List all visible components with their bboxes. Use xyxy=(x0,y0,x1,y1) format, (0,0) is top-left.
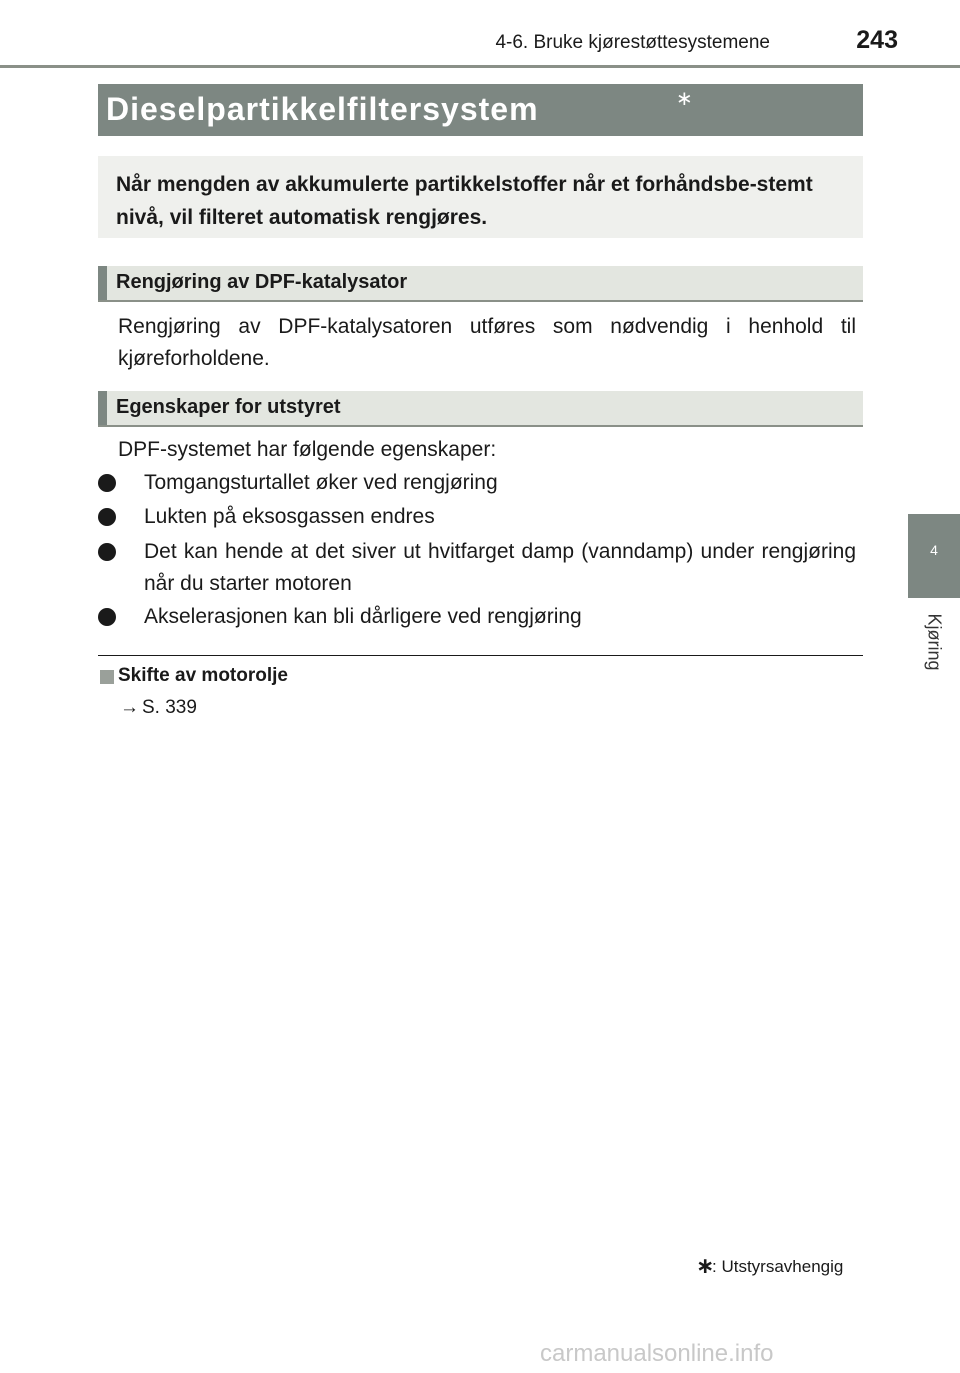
list-item-text: Det kan hende at det siver ut hvitfarget damp (vanndamp) under rengjøring når du starter motoren xyxy=(144,540,856,595)
chapter-number: 4 xyxy=(930,542,938,558)
subheading-label: Rengjøring av DPF-katalysator xyxy=(116,271,408,293)
footnote-text: : Utstyrsavhengig xyxy=(712,1257,844,1276)
square-bullet-icon xyxy=(100,670,114,684)
bullet-icon xyxy=(98,474,116,492)
page-title-bar xyxy=(98,84,863,136)
watermark: carmanualsonline.info xyxy=(540,1340,774,1367)
list-item xyxy=(98,467,856,499)
subheading-dpf-cleaning xyxy=(98,266,863,302)
list-item-text: Lukten på eksosgassen endres xyxy=(144,505,435,528)
subheading-label: Egenskaper for utstyret xyxy=(116,396,341,418)
arrow-right-icon: → xyxy=(120,697,139,718)
info-title: Skifte av motorolje xyxy=(118,665,288,686)
bullet-icon xyxy=(98,543,116,561)
list-item-text: Akselerasjonen kan bli dårligere ved rengjøring xyxy=(144,605,582,628)
list-item-text: Tomgangsturtallet øker ved rengjøring xyxy=(144,471,498,494)
intro-box xyxy=(98,156,863,238)
chapter-tab xyxy=(908,514,960,598)
list-item xyxy=(98,601,856,633)
running-header: 4-6. Bruke kjørestøttesystemene xyxy=(495,32,770,53)
body-paragraph: Rengjøring av DPF-katalysatoren utføres som nødvendig i henhold til kjøreforholdene. xyxy=(118,315,856,370)
subheading-marker xyxy=(98,391,107,425)
body-paragraph: DPF-systemet har følgende egenskaper: xyxy=(118,438,497,461)
page-title: Dieselpartikkelfiltersystem xyxy=(106,91,539,127)
page-number: 243 xyxy=(856,26,898,54)
header-divider xyxy=(0,65,960,68)
subheading-marker xyxy=(98,266,107,300)
page-reference-link[interactable]: S. 339 xyxy=(142,697,197,718)
subheading-equipment-features xyxy=(98,391,863,427)
section-divider xyxy=(98,655,863,656)
bullet-icon xyxy=(98,608,116,626)
list-item xyxy=(98,501,856,533)
list-item xyxy=(98,536,856,600)
title-asterisk: ∗ xyxy=(676,88,693,110)
asterisk-icon: ∗ xyxy=(696,1253,715,1278)
bullet-icon xyxy=(98,508,116,526)
chapter-label: Kjøring xyxy=(924,613,945,671)
intro-text: Når mengden av akkumulerte partikkelstoffer når et forhåndsbe-stemt nivå, vil filteret automatisk rengjøres. xyxy=(116,173,813,229)
